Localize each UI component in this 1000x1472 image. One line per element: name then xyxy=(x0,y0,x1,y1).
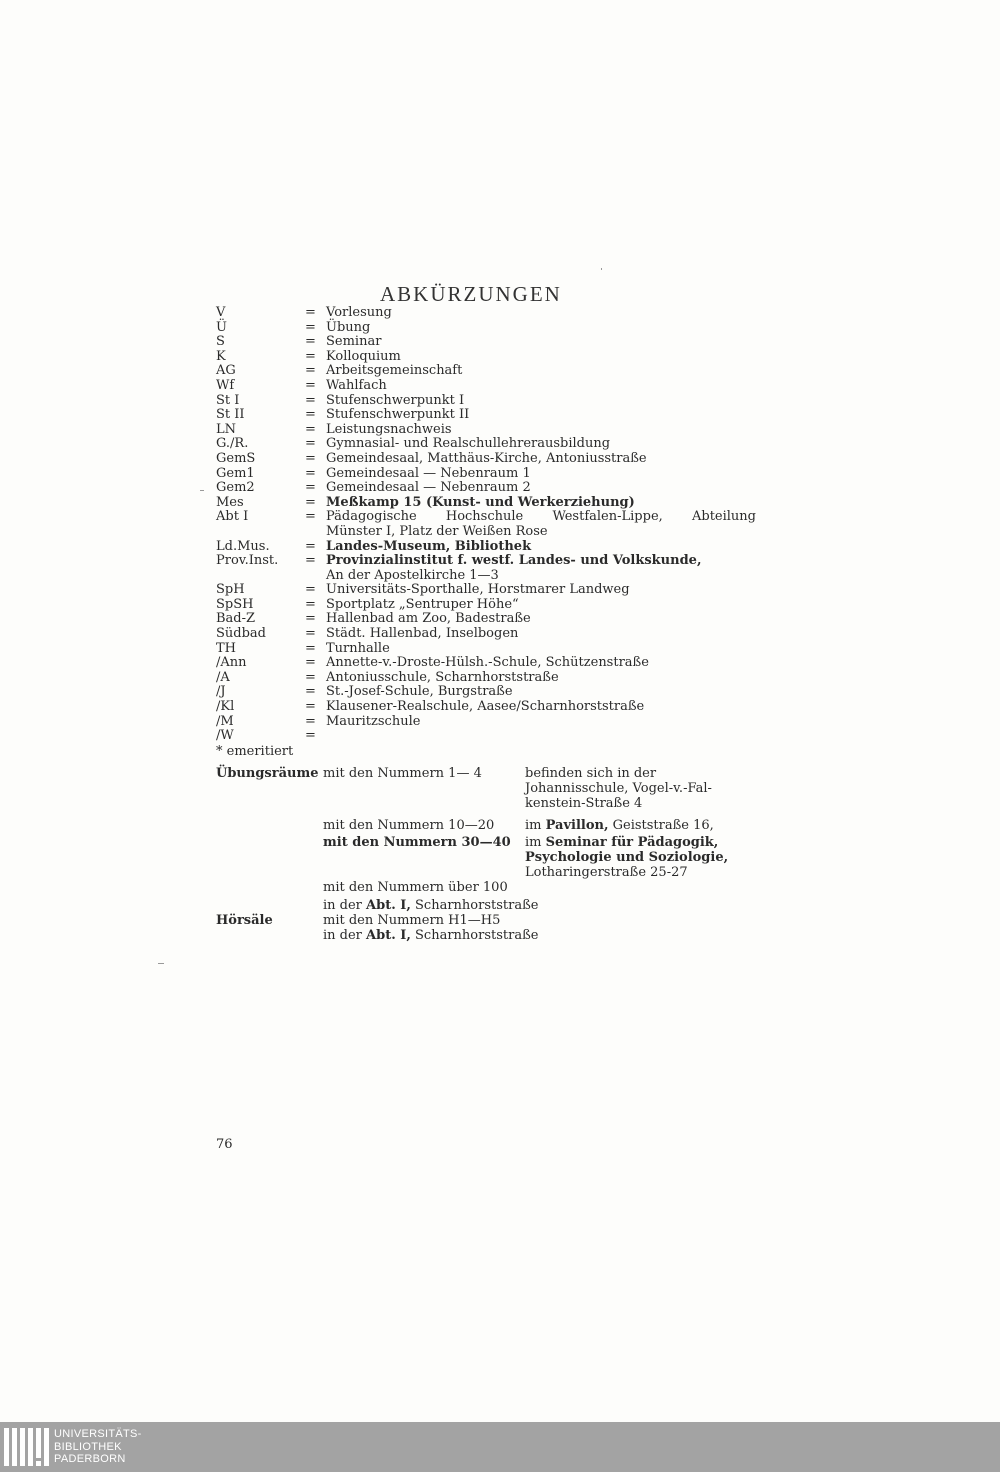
abbreviation-definition: Provinzialinstitut f. westf. Landes- und Volkskunde, xyxy=(326,553,702,569)
abbreviation-definition: St.-Josef-Schule, Burgstraße xyxy=(326,684,513,700)
scan-speck xyxy=(601,268,602,270)
abbreviation-row xyxy=(216,642,756,657)
abbreviation-term: SpH xyxy=(216,582,245,598)
rooms-row-1c xyxy=(216,796,756,818)
rooms-row-5b xyxy=(216,928,756,943)
abbreviation-row xyxy=(216,379,756,394)
abbreviation-term: /A xyxy=(216,669,230,685)
rooms-row-1 xyxy=(216,766,756,781)
abbreviation-row xyxy=(216,598,756,613)
abbreviation-row xyxy=(216,364,756,379)
abbreviation-term: LN xyxy=(216,421,237,437)
equals-sign: = xyxy=(305,699,316,715)
rooms-location-2-bold: Pavillon, xyxy=(545,818,609,833)
equals-sign: = xyxy=(305,509,316,525)
abbreviation-term: /W xyxy=(216,728,234,744)
abbreviation-row xyxy=(216,496,756,511)
abbreviation-row xyxy=(216,408,756,423)
equals-sign: = xyxy=(305,669,316,685)
scan-speck xyxy=(158,963,164,964)
emeritus-note: * emeritiert xyxy=(216,743,294,759)
abbreviation-definition: Leistungsnachweis xyxy=(326,421,452,437)
rooms-location-3-pre: im xyxy=(525,835,546,850)
abbreviation-definition: Übung xyxy=(326,319,371,335)
uebungsraeume-label: Übungsräume xyxy=(216,766,319,781)
abbreviation-row xyxy=(216,700,756,715)
rooms-row-3b xyxy=(216,850,756,865)
abbreviation-definition: Turnhalle xyxy=(326,640,390,656)
equals-sign: = xyxy=(305,334,316,350)
abbreviation-term: V xyxy=(216,305,226,320)
abbreviation-term: Gem1 xyxy=(216,465,255,481)
abbreviation-definition: Gemeindesaal, Matthäus-Kirche, Antoniusstraße xyxy=(326,450,647,466)
library-name-line3: PADERBORN xyxy=(54,1453,126,1465)
abbreviation-term: TH xyxy=(216,640,237,656)
abbreviation-row xyxy=(216,671,756,686)
rooms-row-3 xyxy=(216,835,756,850)
abbreviation-term: G./R. xyxy=(216,436,249,452)
equals-sign: = xyxy=(305,582,316,598)
abbreviation-row xyxy=(216,335,756,350)
abbreviation-term: Bad-Z xyxy=(216,611,256,627)
rooms-location-2 xyxy=(525,818,745,833)
rooms-location-3 xyxy=(525,835,745,850)
abbreviation-term: K xyxy=(216,348,226,364)
abbreviation-definition: Stufenschwerpunkt II xyxy=(326,407,470,423)
rooms-location-5-post: Scharnhorststraße xyxy=(410,928,539,943)
abbreviation-row xyxy=(216,467,756,482)
rooms-location-5-bold: Abt. I, xyxy=(366,928,411,943)
abbreviation-definition-continued: Münster I, Platz der Weißen Rose xyxy=(326,523,548,539)
rooms-location-4 xyxy=(323,898,538,913)
equals-sign: = xyxy=(305,596,316,612)
abbreviation-term: SpSH xyxy=(216,596,254,612)
abbreviation-row xyxy=(216,423,756,438)
abbreviation-definition: Stufenschwerpunkt I xyxy=(326,392,465,408)
equals-sign: = xyxy=(305,713,316,729)
equals-sign: = xyxy=(305,305,316,320)
rooms-location-1-line2: Johannisschule, Vogel-v.-Fal- xyxy=(525,781,712,796)
abbreviation-row xyxy=(216,510,756,539)
abbreviation-term: Wf xyxy=(216,377,235,393)
library-logo-icon xyxy=(4,1428,50,1466)
rooms-location-2-post: Geiststraße 16, xyxy=(608,818,714,833)
abbreviation-definition: Vorlesung xyxy=(326,305,392,320)
abbreviation-term: /Ann xyxy=(216,655,247,671)
abbreviation-definition: Gemeindesaal — Nebenraum 1 xyxy=(326,465,531,481)
abbreviation-definition: Annette-v.-Droste-Hülsh.-Schule, Schützenstraße xyxy=(326,655,649,671)
abbreviation-term: S xyxy=(216,334,225,350)
library-name-line1: UNIVERSITÄTS- xyxy=(54,1428,142,1440)
equals-sign: = xyxy=(305,626,316,642)
abbreviation-term: Ü xyxy=(216,319,227,335)
rooms-range-5: mit den Nummern H1—H5 xyxy=(323,913,501,928)
abbreviation-list xyxy=(216,306,756,759)
equals-sign: = xyxy=(305,348,316,364)
abbreviation-definition: Landes-Museum, Bibliothek xyxy=(326,538,532,554)
rooms-row-3c xyxy=(216,865,756,880)
equals-sign: = xyxy=(305,611,316,627)
equals-sign: = xyxy=(305,421,316,437)
abbreviation-definition: Mauritzschule xyxy=(326,713,421,729)
equals-sign: = xyxy=(305,684,316,700)
equals-sign: = xyxy=(305,392,316,408)
library-name-line2: BIBLIOTHEK xyxy=(54,1440,122,1453)
abbreviation-row xyxy=(216,350,756,365)
equals-sign: = xyxy=(305,494,316,510)
rooms-location-4-pre: in der xyxy=(323,898,367,913)
equals-sign: = xyxy=(305,377,316,393)
equals-sign: = xyxy=(305,538,316,554)
rooms-location-3-line3: Lotharingerstraße 25-27 xyxy=(525,865,688,880)
equals-sign: = xyxy=(305,640,316,656)
abbreviation-row xyxy=(216,715,756,730)
equals-sign: = xyxy=(305,655,316,671)
abbreviation-row xyxy=(216,554,756,583)
abbreviation-term: /M xyxy=(216,713,234,729)
abbreviation-row xyxy=(216,729,756,744)
abbreviation-definition: Klausener-Realschule, Aasee/Scharnhorststraße xyxy=(326,699,645,715)
abbreviation-term: Mes xyxy=(216,494,244,510)
abbreviation-definition xyxy=(326,729,756,744)
equals-sign: = xyxy=(305,407,316,423)
rooms-range-1: mit den Nummern 1— 4 xyxy=(323,766,482,781)
equals-sign: = xyxy=(305,728,316,744)
abbreviation-term: St II xyxy=(216,407,245,423)
rooms-location-5 xyxy=(323,928,538,943)
rooms-section xyxy=(216,766,756,943)
rooms-range-3: mit den Nummern 30—40 xyxy=(323,835,511,850)
abbreviation-row xyxy=(216,656,756,671)
rooms-location-4-bold: Abt. I, xyxy=(366,898,411,913)
abbreviation-term: /J xyxy=(216,684,226,700)
rooms-location-3-bold1: Seminar für Pädagogik, xyxy=(545,835,719,850)
abbreviation-row xyxy=(216,306,756,321)
abbreviation-definition: Gemeindesaal — Nebenraum 2 xyxy=(326,480,531,496)
abbreviation-term: Ld.Mus. xyxy=(216,538,270,554)
abbreviation-row xyxy=(216,321,756,336)
abbreviation-row xyxy=(216,627,756,642)
equals-sign: = xyxy=(305,465,316,481)
equals-sign: = xyxy=(305,480,316,496)
rooms-location-1 xyxy=(525,766,745,781)
rooms-location-1-line3: kenstein-Straße 4 xyxy=(525,796,643,811)
rooms-location-3-bold2: Psychologie und Soziologie, xyxy=(525,850,729,865)
rooms-location-5-pre: in der xyxy=(323,928,367,943)
abbreviation-term: AG xyxy=(216,363,236,379)
abbreviation-definition: Wahlfach xyxy=(326,377,387,393)
rooms-location-2-pre: im xyxy=(525,818,546,833)
abbreviation-definition: Universitäts-Sporthalle, Horstmarer Landweg xyxy=(326,582,630,598)
abbreviation-definition: Meßkamp 15 (Kunst- und Werkerziehung) xyxy=(326,494,635,510)
hoersaele-label: Hörsäle xyxy=(216,913,273,928)
equals-sign: = xyxy=(305,450,316,466)
equals-sign: = xyxy=(305,436,316,452)
abbreviation-row xyxy=(216,685,756,700)
equals-sign: = xyxy=(305,553,316,569)
rooms-location-4-post: Scharnhorststraße xyxy=(410,898,539,913)
rooms-row-4 xyxy=(216,880,756,898)
abbreviation-definition: Arbeitsgemeinschaft xyxy=(326,363,463,379)
abbreviation-definition: Gymnasial- und Realschullehrerausbildung xyxy=(326,436,611,452)
abbreviation-definition: Städt. Hallenbad, Inselbogen xyxy=(326,626,519,642)
abbreviation-definition: Hallenbad am Zoo, Badestraße xyxy=(326,611,531,627)
rooms-location-1-line1: befinden sich in der xyxy=(525,766,657,781)
library-name xyxy=(54,1428,142,1466)
abbreviation-term: GemS xyxy=(216,450,256,466)
page-number: 76 xyxy=(216,1137,233,1152)
abbreviation-row xyxy=(216,394,756,409)
scan-speck xyxy=(200,490,204,491)
abbreviation-definition: Antoniusschule, Scharnhorststraße xyxy=(326,669,559,685)
equals-sign: = xyxy=(305,363,316,379)
abbreviation-term: /Kl xyxy=(216,699,235,715)
abbreviation-row xyxy=(216,452,756,467)
abbreviation-definition-continued: An der Apostelkirche 1—3 xyxy=(326,567,499,583)
rooms-row-1b xyxy=(216,781,756,796)
abbreviation-term: Prov.Inst. xyxy=(216,553,279,569)
abbreviation-row xyxy=(216,481,756,496)
rooms-row-4b xyxy=(216,898,756,913)
abbreviation-row xyxy=(216,612,756,627)
abbreviation-term: St I xyxy=(216,392,240,408)
page-title: ABKÜRZUNGEN xyxy=(380,282,562,306)
abbreviation-row xyxy=(216,540,756,555)
abbreviation-term: Abt I xyxy=(216,509,249,525)
rooms-row-5 xyxy=(216,913,756,928)
rooms-range-4: mit den Nummern über 100 xyxy=(323,880,508,895)
abbreviation-definition: Seminar xyxy=(326,334,382,350)
abbreviation-row xyxy=(216,583,756,598)
abbreviation-term: Südbad xyxy=(216,626,266,642)
equals-sign: = xyxy=(305,319,316,335)
abbreviation-definition: Kolloquium xyxy=(326,348,401,364)
abbreviation-definition: Sportplatz „Sentruper Höhe“ xyxy=(326,596,519,612)
rooms-range-2: mit den Nummern 10—20 xyxy=(323,818,495,833)
abbreviation-row xyxy=(216,437,756,452)
rooms-row-2 xyxy=(216,818,756,835)
library-footer-bar xyxy=(0,1422,1000,1472)
abbreviation-term: Gem2 xyxy=(216,480,255,496)
abbreviation-definition: Pädagogische Hochschule Westfalen-Lippe, Abteilung xyxy=(326,509,756,525)
